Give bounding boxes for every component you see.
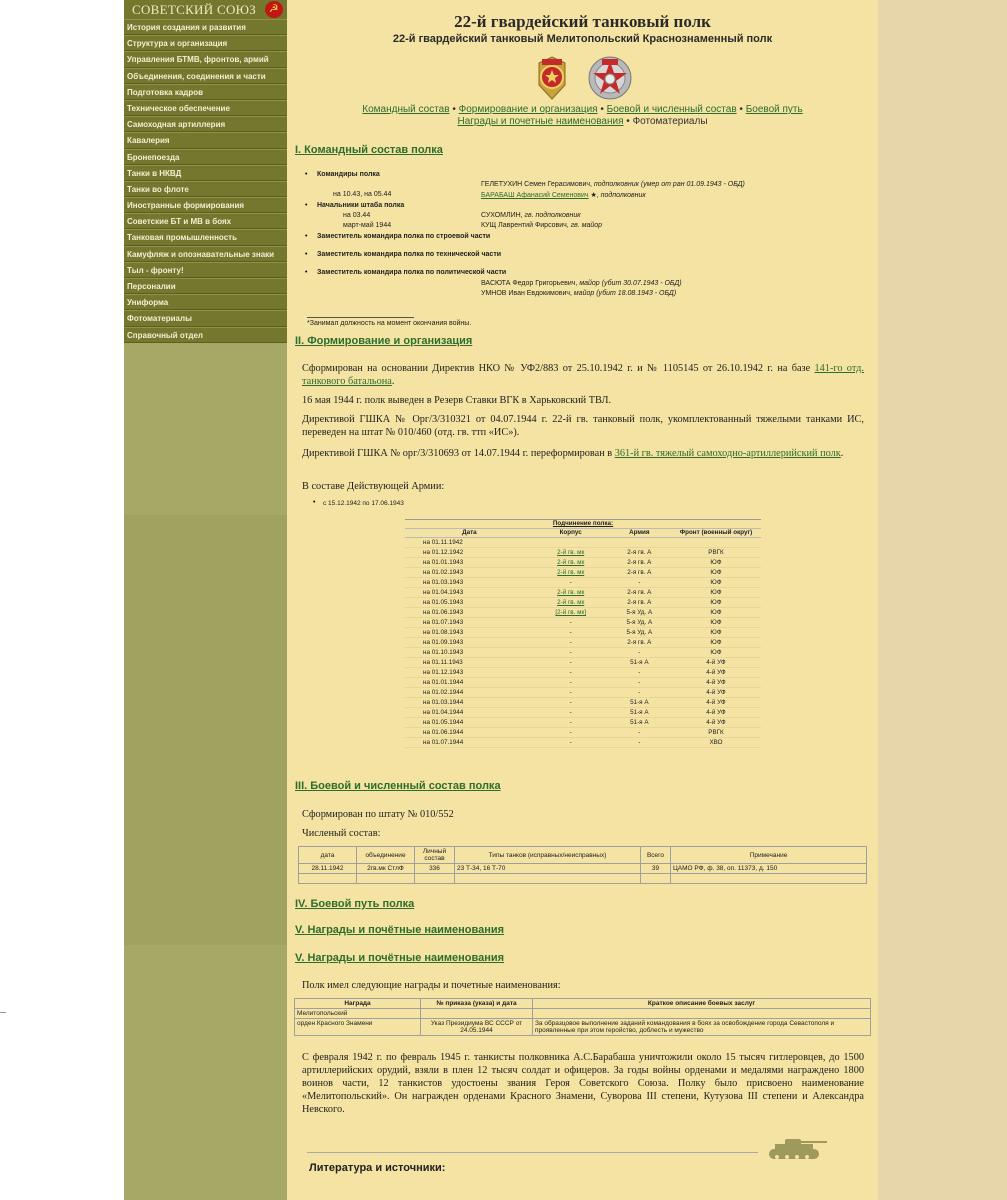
cell-date: на 01.06.1943 xyxy=(423,609,464,616)
cell-army: 5-я Уд. А xyxy=(626,619,653,626)
cell-date: на 01.02.1944 xyxy=(423,689,464,696)
cell-corps: - xyxy=(569,729,572,736)
cell-front: ЮФ xyxy=(710,559,722,566)
corps-link[interactable]: 2-й гв. мк xyxy=(557,599,585,606)
sidebar-item-cavalry[interactable]: Кавалерия xyxy=(124,132,287,148)
cell-army: 5-я Уд. А xyxy=(626,609,653,616)
cell-front: 4-й УФ xyxy=(706,669,726,676)
page-subtitle: 22-й гвардейский танковый Мелитопольский Краснознаменный полк xyxy=(392,33,773,45)
footnote-divider xyxy=(307,317,414,318)
political-1-name: ВАСЮТА Федор Григорьевич, xyxy=(481,280,578,287)
cell-date: на 01.08.1943 xyxy=(423,629,464,636)
table-row xyxy=(405,638,761,648)
cell-army: 2-я гв. А xyxy=(627,639,652,646)
political-2-name: УМНОВ Иван Евдокимович, xyxy=(481,290,572,297)
cell-army: - xyxy=(638,689,641,696)
cell-front: ЮФ xyxy=(710,609,722,616)
sidebar-menu xyxy=(124,19,287,343)
page-title: 22-й гвардейский танковый полк xyxy=(454,12,711,31)
chief-1-name: СУХОМЛИН, xyxy=(481,212,523,219)
cell-corps xyxy=(534,548,608,558)
cell-front: ЮФ xyxy=(710,639,722,646)
col-header-award: Награда xyxy=(295,999,421,1009)
section-title-composition[interactable]: III. Боевой и численный состав полка xyxy=(295,780,501,792)
sidebar-item-camouflage[interactable]: Камуфляж и опознавательные знаки xyxy=(124,246,287,262)
table-row xyxy=(405,698,761,708)
table-row xyxy=(405,658,761,668)
sidebar-item-battles[interactable]: Советские БТ и МВ в боях xyxy=(124,213,287,229)
corps-link[interactable]: 2-й гв. мк xyxy=(557,589,585,596)
deputy-political xyxy=(317,269,506,276)
cell-corps: - xyxy=(569,689,572,696)
cell-merits: За образцовое выполнение заданий командования в боях за освобождение города Севастополя и проявленные при этом геройство, доблесть и мужество xyxy=(533,1019,871,1036)
tank-icon xyxy=(763,1135,833,1163)
cell-army: 2-я гв. А xyxy=(627,549,652,556)
section-title-awards-2[interactable]: V. Награды и почётные наименования xyxy=(295,952,505,964)
table-row-empty xyxy=(299,874,867,884)
bullet-icon: • xyxy=(313,499,316,506)
bullet-icon: • xyxy=(305,233,308,240)
cell-date: на 01.04.1943 xyxy=(423,589,464,596)
bullet-icon: • xyxy=(305,171,308,178)
cell-army: - xyxy=(638,579,641,586)
cell-army: 2-я гв. А xyxy=(627,589,652,596)
cell-award: орден Красного Знамени xyxy=(295,1019,421,1036)
political-2-rank: майор (убит 18.08.1943 - ОБД) xyxy=(571,290,677,297)
cell-army: - xyxy=(638,669,641,676)
cell-personnel: 336 xyxy=(415,864,455,874)
literature-title: Литература и источники: xyxy=(309,1162,446,1174)
awards-table xyxy=(294,998,871,1036)
nav-photos-text: Фотоматериалы xyxy=(632,116,708,127)
active-army-label: В составе Действующей Армии: xyxy=(302,481,445,492)
col-header-corps: Корпус xyxy=(534,529,608,538)
cell-corps xyxy=(534,598,608,608)
table-row xyxy=(295,1009,871,1019)
cell-corps: - xyxy=(569,579,572,586)
staff-line: Сформирован по штату № 010/552 xyxy=(302,809,454,820)
sidebar-item-personalities[interactable]: Персоналии xyxy=(124,278,287,294)
subordination-caption: Подчинение полка: xyxy=(405,520,761,529)
subordination-table xyxy=(405,519,761,748)
cell-front: ЮФ xyxy=(710,579,722,586)
col-header-tank-types: Типы танков (исправных/неисправных) xyxy=(455,847,641,864)
bullet-icon: • xyxy=(305,202,308,209)
link-361-regiment[interactable]: 361-й гв. тяжелый самоходно-артиллерийский полк xyxy=(614,448,841,459)
cell-army xyxy=(608,538,671,548)
cell-corps: - xyxy=(569,709,572,716)
commander-1-name: ГЕЛЕТУХИН Семен Герасимович, xyxy=(481,181,592,188)
cell-date: на 01.12.1943 xyxy=(423,669,464,676)
cell-date: на 01.06.1944 xyxy=(423,729,464,736)
chief-2-date: март-май 1944 xyxy=(343,222,392,229)
cell-corps: - xyxy=(569,699,572,706)
cell-front: 4-й УФ xyxy=(706,699,726,706)
chiefs-label xyxy=(317,202,404,209)
cell-corps: - xyxy=(569,739,572,746)
nav-separator: • xyxy=(736,104,746,115)
col-header-date: дата xyxy=(299,847,357,864)
col-header-unit: объединение xyxy=(357,847,415,864)
political-2 xyxy=(481,290,676,297)
left-blank-area xyxy=(0,0,124,1200)
sidebar-item-foreign[interactable]: Иностранные формирования xyxy=(124,197,287,213)
left-divider xyxy=(0,1012,6,1013)
sidebar-item-structure[interactable]: Структура и организация xyxy=(124,35,287,51)
cell-date: на 01.05.1944 xyxy=(423,719,464,726)
cell-date: на 01.05.1943 xyxy=(423,599,464,606)
cell-corps xyxy=(534,608,608,618)
chief-1-date: на 03.44 xyxy=(343,212,371,219)
section-nav-row1 xyxy=(287,104,878,115)
cell-order: Указ Президиума ВС СССР от 24.05.1944 xyxy=(421,1019,533,1036)
cell-date: 28.11.1942 xyxy=(299,864,357,874)
footnote: *Занимал должность на момент окончания войны. xyxy=(307,320,472,327)
corps-link[interactable]: 2-й гв. мк xyxy=(557,569,585,576)
sidebar-item-uniform[interactable]: Униформа xyxy=(124,294,287,310)
cell-corps: - xyxy=(569,649,572,656)
col-header-date: Дата xyxy=(405,529,534,538)
col-header-note: Примечание xyxy=(671,847,867,864)
commander-2-link[interactable]: БАРАБАШ Афанасий Семенович xyxy=(481,192,589,199)
table-row xyxy=(405,598,761,608)
corps-link[interactable]: 2-й гв. мк xyxy=(557,559,585,566)
section-title-command[interactable]: I. Командный состав полка xyxy=(295,144,443,156)
sidebar-item-rear[interactable]: Тыл - фронту! xyxy=(124,262,287,278)
political-1-rank: майор (убит 30.07.1943 - ОБД) xyxy=(577,280,682,287)
cell-date: на 01.07.1943 xyxy=(423,619,464,626)
nav-separator: • xyxy=(597,104,607,115)
section-nav-row2 xyxy=(287,116,878,127)
chief-2-rank: гв. майор xyxy=(568,222,603,229)
formation-para-1 xyxy=(302,362,864,388)
chief-1-rank: гв. подполковник xyxy=(522,212,581,219)
table-row xyxy=(405,688,761,698)
corps-link[interactable]: 2-й гв. мк xyxy=(557,549,585,556)
subordination-body xyxy=(405,538,761,748)
sidebar-item-history[interactable]: История создания и развития xyxy=(124,19,287,35)
cell-corps: - xyxy=(569,659,572,666)
cell-front: 4-й УФ xyxy=(706,709,726,716)
cell-corps: - xyxy=(569,629,572,636)
red-banner-order-icon xyxy=(587,55,633,101)
cell-date: на 01.01.1943 xyxy=(423,559,464,566)
sidebar-item-armored-trains[interactable]: Бронепоезда xyxy=(124,149,287,165)
cell-date: на 01.10.1943 xyxy=(423,649,464,656)
corps-link[interactable]: [2-й гв. мк] xyxy=(555,609,586,616)
table-row xyxy=(405,578,761,588)
cell-army: 2-я гв. А xyxy=(627,569,652,576)
nav-link-awards[interactable]: Награды и почетные наименования xyxy=(457,116,624,127)
sidebar-item-formations[interactable]: Объединения, соединения и части xyxy=(124,68,287,84)
sidebar-item-photos[interactable]: Фотоматериалы xyxy=(124,310,287,326)
chief-2-name: КУЩ Лаврентий Фирсович, xyxy=(481,222,569,229)
bullet-icon: • xyxy=(305,251,308,258)
cell-front: ЮФ xyxy=(710,599,722,606)
cell-corps: - xyxy=(569,679,572,686)
cell-army: 51-я А xyxy=(630,719,649,726)
sidebar-item-reference[interactable]: Справочный отдел xyxy=(124,327,287,343)
sidebar-item-training[interactable]: Подготовка кадров xyxy=(124,84,287,100)
col-header-order: № приказа (указа) и дата xyxy=(421,999,533,1009)
cell-front: ЮФ xyxy=(710,629,722,636)
sidebar-item-sp-artillery[interactable]: Самоходная артиллерия xyxy=(124,116,287,132)
deputy-line xyxy=(317,233,490,240)
cell-date: на 01.11.1943 xyxy=(423,659,463,666)
col-header-army: Армия xyxy=(608,529,671,538)
chief-2 xyxy=(481,222,602,229)
cell-front: ЮФ xyxy=(710,589,722,596)
section-title-formation[interactable]: II. Формирование и организация xyxy=(295,335,473,347)
sidebar-item-industry[interactable]: Танковая промышленность xyxy=(124,229,287,245)
cell-army: 5-я Уд. А xyxy=(626,629,653,636)
col-header-front: Фронт (военный округ) xyxy=(671,529,761,538)
table-row xyxy=(405,548,761,558)
cell-army: 2-я гв. А xyxy=(627,559,652,566)
deputy-line-text: Заместитель командира полка по строевой части xyxy=(317,233,491,240)
sidebar-lower-background xyxy=(124,515,287,945)
cell-front: 4-й УФ xyxy=(706,679,726,686)
deputy-political-text: Заместитель командира полка по политической части xyxy=(317,269,507,276)
strength-table xyxy=(298,846,867,884)
cell-date: на 01.07.1944 xyxy=(423,739,464,746)
link-141-battalion[interactable]: 141-го отд. танкового батальона xyxy=(302,363,864,387)
chief-1 xyxy=(481,212,581,219)
cell-order xyxy=(421,1009,533,1019)
col-header-personnel: Личный состав xyxy=(415,847,455,864)
cell-date: на 01.02.1943 xyxy=(423,569,464,576)
political-1 xyxy=(481,280,682,287)
cell-unit: 2гв.мк СтлФ xyxy=(357,864,415,874)
table-row xyxy=(405,538,761,548)
cell-award: Мелитопольский xyxy=(295,1009,421,1019)
awards-summary: С февраля 1942 г. по февраль 1945 г. танкисты полковника А.С.Барабаша уничтожили около 15 тысяч гитлеровцев, до 1500 артиллерийских орудий, взяли в плен 12 тысяч солдат и офицеров. За годы войны орденами и медалями награждено 1800 воинов части, 12 танкистов удостоены звания Героя Советского Союза. Полку было присвоено наименование «Мелитопольский». Он награжден орденами Красного Знамени, Суворова III степени, Кутузова III степени и Александра Невского. xyxy=(302,1052,864,1115)
cell-front: 4-й УФ xyxy=(706,689,726,696)
sidebar-item-nkvd-tanks[interactable]: Танки в НКВД xyxy=(124,165,287,181)
cell-army: 2-я гв. А xyxy=(627,599,652,606)
nav-separator: • xyxy=(449,104,459,115)
cell-army: - xyxy=(638,739,641,746)
cell-front: ЮФ xyxy=(710,619,722,626)
hammer-sickle-icon: ☭ xyxy=(265,1,283,18)
cell-date: на 01.03.1944 xyxy=(423,699,464,706)
cell-date: на 01.01.1944 xyxy=(423,679,464,686)
table-row xyxy=(405,738,761,748)
table-row xyxy=(405,628,761,638)
table-row xyxy=(405,648,761,658)
table-row xyxy=(405,678,761,688)
cell-front: 4-й УФ xyxy=(706,659,726,666)
sidebar-brand[interactable] xyxy=(124,0,287,19)
deputy-tech xyxy=(317,251,501,258)
formation-para-1-end: . xyxy=(391,376,395,387)
nav-link-combat-path[interactable]: Боевой путь xyxy=(745,104,803,115)
sidebar-item-navy-tanks[interactable]: Танки во флоте xyxy=(124,181,287,197)
cell-merits xyxy=(533,1009,871,1019)
table-row xyxy=(405,708,761,718)
formation-para-1-text: Сформирован на основании Директив НКО № УФ2/883 от 25.10.1942 г. и № 1105145 от 26.10.1942 г. на базе xyxy=(302,363,815,374)
commanders-label-text: Командиры полка xyxy=(317,171,380,178)
cell-front: ЮФ xyxy=(710,569,722,576)
cell-corps: - xyxy=(569,639,572,646)
guards-badge-icon xyxy=(535,55,569,101)
cell-army: 51-я А xyxy=(630,709,649,716)
commander-1 xyxy=(481,181,745,188)
cell-date: на 01.03.1943 xyxy=(423,579,464,586)
commander-2-rank: подполковник xyxy=(598,192,646,199)
cell-army: - xyxy=(638,649,641,656)
table-row xyxy=(295,1019,871,1036)
cell-corps xyxy=(534,588,608,598)
table-row xyxy=(299,864,867,874)
cell-corps xyxy=(534,558,608,568)
strength-label: Численый состав: xyxy=(302,828,381,839)
sidebar xyxy=(124,0,287,1200)
active-army-period: с 15.12.1942 по 17.06.1943 xyxy=(323,500,404,507)
commanders-label xyxy=(317,171,380,178)
cell-corps: - xyxy=(569,669,572,676)
sidebar-item-tech-support[interactable]: Техническое обеспечение xyxy=(124,100,287,116)
col-header-total: Всего xyxy=(641,847,671,864)
table-row xyxy=(405,588,761,598)
section-title-combat-path[interactable]: IV. Боевой путь полка xyxy=(295,898,415,910)
cell-date: на 01.11.1942 xyxy=(423,539,463,546)
nav-separator: • xyxy=(623,116,633,127)
cell-army: 51-я А xyxy=(630,699,649,706)
formation-para-2: 16 мая 1944 г. полк выведен в Резерв Ставки ВГК в Харьковский ТВЛ. xyxy=(302,395,612,406)
section-title-awards-1[interactable]: V. Награды и почётные наименования xyxy=(295,924,505,936)
nav-link-composition[interactable]: Боевой и численный состав xyxy=(606,104,737,115)
right-margin xyxy=(878,0,1007,1200)
table-row xyxy=(405,728,761,738)
cell-corps: - xyxy=(569,719,572,726)
brand-title: СОВЕТСКИЙ СОЮЗ xyxy=(132,2,257,17)
cell-army: 51-я А xyxy=(630,659,649,666)
cell-corps xyxy=(534,538,608,548)
cell-corps xyxy=(534,568,608,578)
cell-front: ХВО xyxy=(709,739,723,746)
cell-date: на 01.12.1942 xyxy=(423,549,464,556)
cell-army: - xyxy=(638,729,641,736)
cell-front: РВГК xyxy=(708,729,724,736)
bottom-divider xyxy=(307,1152,758,1153)
formation-para-4-end: . xyxy=(840,448,844,459)
commander-1-rank: подполковник (умер от ран 01.09.1943 - ОБД) xyxy=(591,181,745,188)
table-row xyxy=(405,608,761,618)
bullet-icon: • xyxy=(305,269,308,276)
commander-dates: на 10.43, на 05.44 xyxy=(333,191,392,198)
deputy-tech-text: Заместитель командира полка по технической части xyxy=(317,251,502,258)
awards-intro: Полк имел следующие награды и почетные наименования: xyxy=(302,980,561,991)
table-row xyxy=(405,668,761,678)
sidebar-item-directorates[interactable]: Управления БТМВ, фронтов, армий xyxy=(124,51,287,67)
cell-corps: - xyxy=(569,619,572,626)
formation-para-4-text: Директивой ГШКА № орг/3/310693 от 14.07.1944 г. переформирован в xyxy=(302,448,615,459)
table-row xyxy=(405,718,761,728)
chiefs-label-text: Начальники штаба полка xyxy=(317,202,405,209)
formation-para-4 xyxy=(302,447,864,460)
table-row xyxy=(405,618,761,628)
nav-link-command[interactable]: Командный состав xyxy=(362,104,450,115)
cell-date: на 01.09.1943 xyxy=(423,639,464,646)
table-row xyxy=(405,558,761,568)
cell-date: на 01.04.1944 xyxy=(423,709,464,716)
cell-front: ЮФ xyxy=(710,649,722,656)
main-content xyxy=(287,0,878,1200)
cell-front xyxy=(671,538,761,548)
cell-tank-types: 23 Т-34, 16 Т-70 xyxy=(455,864,641,874)
formation-para-3: Директивой ГШКА № Орг/3/310321 от 04.07.1944 г. 22-й гв. танковый полк, укомплектованный тяжелыми танками ИС, переведен на штат № 010/460 (отд. гв. ттп «ИС»). xyxy=(302,414,864,438)
col-header-merits: Краткое описание боевых заслуг xyxy=(533,999,871,1009)
commander-2 xyxy=(481,191,646,199)
cell-army: - xyxy=(638,679,641,686)
cell-total: 39 xyxy=(641,864,671,874)
table-row xyxy=(405,568,761,578)
cell-note: ЦАМО РФ, ф. 38, оп. 11373, д. 150 xyxy=(671,864,867,874)
hero-star-icon: ★, xyxy=(588,192,599,199)
cell-front: РВГК xyxy=(708,549,724,556)
cell-front: 4-й УФ xyxy=(706,719,726,726)
nav-link-formation[interactable]: Формирование и организация xyxy=(458,104,598,115)
